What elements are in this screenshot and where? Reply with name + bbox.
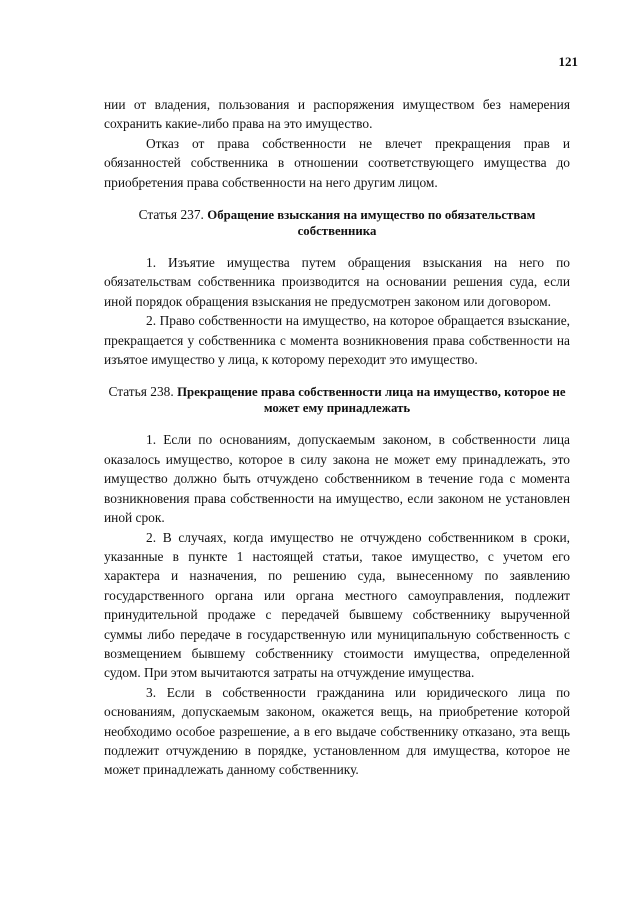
article-238-paragraph-1: 1. Если по основаниям, допускаемым законом, в собственности лица оказалось имущество, которое в силу закона не может ему принадлежать, это имущество должно быть отчуждено собственником в течение года с момента возникновения права собственности на имущество, если законом не установлен иной срок. — [104, 432, 570, 526]
article-237-paragraph-2: 2. Право собственности на имущество, на которое обращается взыскание, прекращается у собственника с момента возникновения права собственности на изъятое имущество у лица, к которому переходит это имущество. — [104, 313, 570, 368]
article-237-paragraph-1: 1. Изъятие имущества путем обращения взыскания на него по обязательствам собственника производится на основании решения суда, если иной порядок обращения взыскания не предусмотрен законом или договором. — [104, 255, 570, 309]
article-238-number: Статья 238. — [108, 384, 174, 400]
page-number: 121 — [558, 54, 578, 69]
article-237-title: Обращение взыскания на имущество по обязательствам собственника — [207, 208, 536, 239]
article-237-number: Статья 237. — [138, 207, 204, 223]
article-238-paragraph-3: 3. Если в собственности гражданина или юридического лица по основаниям, допускаемым законом, окажется вещь, на приобретение которой необходимо особое разрешение, а в его выдаче собственнику отказано, эта вещь подлежит отчуждению в порядке, установленном для имущества, которое не может принадлежать данному собственнику. — [104, 684, 570, 778]
article-238-title: Прекращение права собственности лица на имущество, которое не может ему принадлежать — [177, 385, 566, 416]
article-237-heading — [104, 207, 570, 239]
article-238-heading — [104, 384, 570, 416]
document-body — [104, 95, 570, 780]
article-238-paragraph-2: 2. В случаях, когда имущество не отчуждено собственником в сроки, указанные в пункте 1 настоящей статьи, такое имущество, с учетом его характера и назначения, по решению суда, вынесенному по заявлению государственного органа или органа местного самоуправления, подлежит принудительной продаже с передачей бывшему собственнику вырученной суммы либо передаче в государственную или муниципальную собственность с возмещением бывшему собственнику стоимости имущества, определенной судом. При этом вычитаются затраты на отчуждение имущества. — [104, 529, 570, 681]
intro-paragraph-1: нии от владения, пользования и распоряжения имуществом без намерения сохранить какие-либо права на это имущество. — [104, 97, 570, 132]
intro-paragraph-2: Отказ от права собственности не влечет прекращения прав и обязанностей собственника в отношении соответствующего имущества до приобретения права собственности на него другим лицом. — [104, 135, 570, 190]
